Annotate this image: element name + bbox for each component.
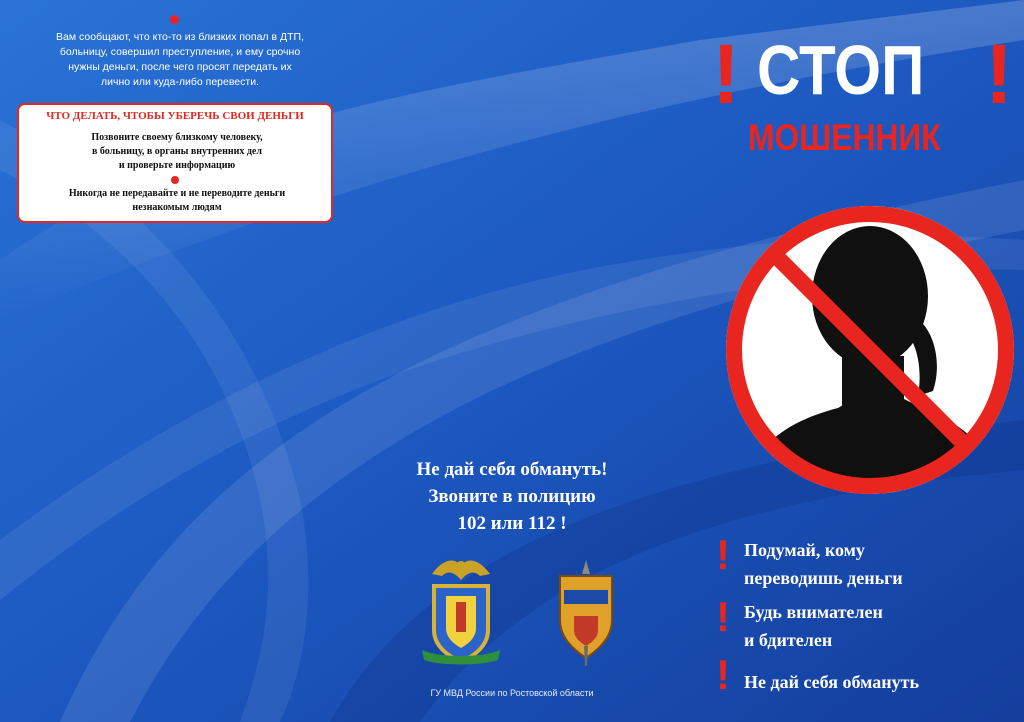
public-council-emblem-icon [554,560,618,666]
police-emblem-icon [418,552,504,670]
tip-line: Будь внимателен [744,602,883,622]
advice-box-title: ЧТО ДЕЛАТЬ, ЧТОБЫ УБЕРЕЧЬ СВОИ ДЕНЬГИ [46,110,304,122]
headline-exclamation-left: ! [712,27,740,121]
intro-line: лично или куда-либо перевести. [101,76,259,88]
tip-line: Не дай себя обмануть [744,672,919,692]
tip-line: переводишь деньги [744,568,903,588]
advice-tip-line: Никогда не передавайте и не переводите деньги [68,188,286,199]
intro-line: Вам сообщают, что кто-то из близких попал в ДТП, [56,31,304,43]
advice-tip-never-transfer [25,187,329,215]
advice-tip-line: и проверьте информацию [118,160,236,171]
tip-line: Подумай, кому [744,540,865,560]
advice-tip-check [25,131,329,173]
slogan-line: Звоните в полицию [428,486,596,507]
tip-exclamation: ! [716,593,730,640]
slogan-line: 102 или 112 ! [457,513,567,534]
footer-organization: ГУ МВД России по Ростовской области [430,688,594,698]
advice-box [17,103,333,223]
intro-text [14,30,346,90]
headline-stop: СТОП [757,31,925,109]
advice-bullet-dot [171,176,179,184]
intro-line: больницу, совершил преступление, и ему срочно [59,46,301,58]
tip-dont-be-fooled [744,668,919,696]
call-police-slogan [352,456,672,537]
advice-tip-line: Позвоните своему близкому человеку, [91,132,263,143]
headline-exclamation-right: ! [985,27,1013,121]
tip-exclamation: ! [716,651,730,698]
tip-think-transfer [744,536,903,592]
headline-fraudster: МОШЕННИК [748,117,941,158]
tip-be-attentive [744,598,883,654]
tip-exclamation: ! [716,531,730,578]
slogan-line: Не дай себя обмануть! [416,459,608,480]
advice-tip-line: в больницу, в органы внутренних дел [92,146,262,157]
advice-tip-line: незнакомым людям [132,202,222,213]
tip-line: и бдителен [744,630,833,650]
no-phone-sign-icon [718,196,1022,504]
intro-line: нужны деньги, после чего просят передать их [68,61,292,73]
intro-bullet-dot [170,15,179,24]
